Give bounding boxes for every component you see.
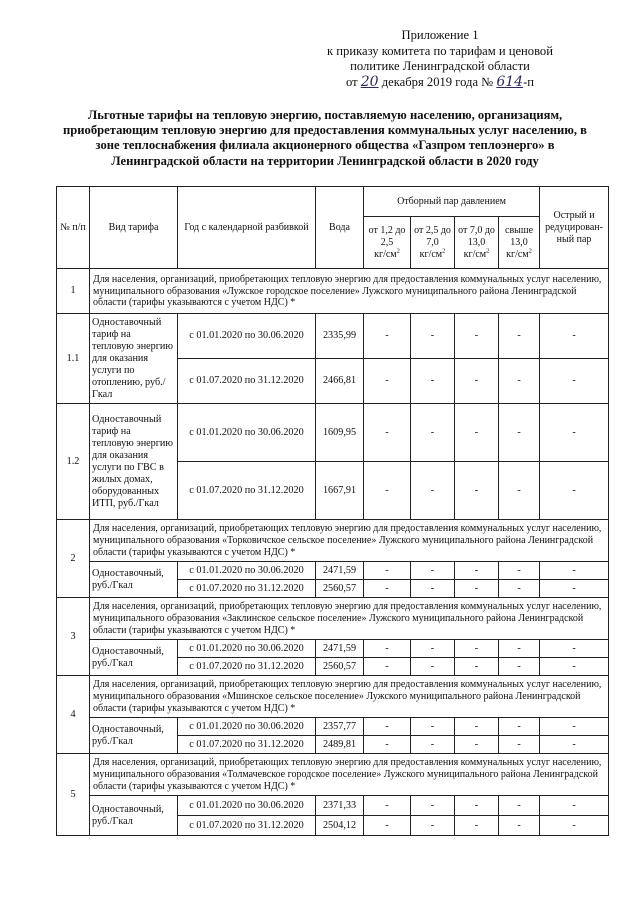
period: с 01.07.2020 по 31.12.2020 <box>178 580 316 598</box>
section-desc: Для населения, организаций, приобретающих тепловую энергию для предоставления коммунальных услуг населению, муниципального образования «Заклинское сельское поселение» Лужского муниципального района Ленинградской области (тарифы указываются с учетом НДС) * <box>90 598 609 640</box>
table-row <box>57 640 609 658</box>
water-value: 1667,91 <box>316 462 364 520</box>
dash-cell: - <box>411 404 455 462</box>
water-value: 2560,57 <box>316 658 364 676</box>
dash-cell: - <box>455 314 499 359</box>
dash-cell: - <box>455 736 499 754</box>
dash-cell: - <box>499 359 540 404</box>
dash-cell: - <box>499 640 540 658</box>
col-p1-header: от 1,2 до 2,5 $кг/см^2$ <box>364 217 411 269</box>
dash-cell: - <box>411 462 455 520</box>
dash-cell: - <box>411 736 455 754</box>
water-value: 2466,81 <box>316 359 364 404</box>
period: с 01.07.2020 по 31.12.2020 <box>178 658 316 676</box>
col-type-header: Вид тарифа <box>90 187 178 269</box>
water-value: 2489,81 <box>316 736 364 754</box>
water-value: 2560,57 <box>316 580 364 598</box>
tariff-type: Одноставочный тариф на тепловую энергию для оказания услуги по ГВС в жилых домах, оборудованных ИТП, руб./Гкал <box>90 404 178 520</box>
table-row <box>57 562 609 580</box>
water-value: 2471,59 <box>316 562 364 580</box>
tariff-type: Одноставочный, руб./Гкал <box>90 796 178 836</box>
section-desc: Для населения, организаций, приобретающих тепловую энергию для предоставления коммунальных услуг населению, муниципального образования «Толмачевское городское поселение» Лужского муниципального района Ленинградской области (тарифы указываются с учетом НДС) * <box>90 754 609 796</box>
dash-cell: - <box>364 816 411 836</box>
dash-cell: - <box>455 640 499 658</box>
dash-cell: - <box>364 718 411 736</box>
dash-cell: - <box>364 736 411 754</box>
appendix-label: Приложение 1 <box>401 28 479 42</box>
col-water-header: Вода <box>316 187 364 269</box>
document-title: Льготные тарифы на тепловую энергию, поставляемую населению, организациям, приобретающим тепловую энергию для предоставления коммунальных услуг населению, в зоне теплоснабжения филиала акционерного общества «Газпром теплоэнерго» в Ленинградской области на территории Ленинградской области в 2020 году <box>63 108 587 168</box>
dash-cell: - <box>540 314 609 359</box>
order-suffix: -п <box>523 74 535 89</box>
steam-group-header: Отборный пар давлением <box>364 187 540 217</box>
dash-cell: - <box>455 562 499 580</box>
dash-cell: - <box>411 580 455 598</box>
dash-cell: - <box>411 796 455 816</box>
dash-cell: - <box>455 658 499 676</box>
dash-cell: - <box>455 816 499 836</box>
dash-cell: - <box>364 658 411 676</box>
water-value: 2371,33 <box>316 796 364 816</box>
section-row <box>57 754 609 796</box>
tariff-type: Одноставочный, руб./Гкал <box>90 562 178 598</box>
section-row <box>57 676 609 718</box>
section-num: 5 <box>57 754 90 836</box>
dash-cell: - <box>540 736 609 754</box>
table-row <box>57 404 609 462</box>
dash-cell: - <box>411 640 455 658</box>
dash-cell: - <box>540 562 609 580</box>
period: с 01.01.2020 по 30.06.2020 <box>178 718 316 736</box>
col-num-header: № п/п <box>57 187 90 269</box>
water-value: 2357,77 <box>316 718 364 736</box>
dash-cell: - <box>540 404 609 462</box>
section-num: 4 <box>57 676 90 754</box>
period: с 01.01.2020 по 30.06.2020 <box>178 796 316 816</box>
dash-cell: - <box>364 640 411 658</box>
order-date-line <box>300 75 580 91</box>
section-num: 1 <box>57 269 90 314</box>
dash-cell: - <box>540 718 609 736</box>
section-desc: Для населения, организаций, приобретающих тепловую энергию для предоставления коммунальных услуг населению, муниципального образования «Мшинское сельское поселение» Лужского муниципального района Ленинградской области (тарифы указываются с учетом НДС) * <box>90 676 609 718</box>
dash-cell: - <box>540 462 609 520</box>
dash-cell: - <box>540 640 609 658</box>
section-num: 3 <box>57 598 90 676</box>
table-row <box>57 718 609 736</box>
dash-cell: - <box>499 462 540 520</box>
appendix-header <box>300 28 580 90</box>
period: с 01.07.2020 по 31.12.2020 <box>178 816 316 836</box>
dash-cell: - <box>540 658 609 676</box>
dash-cell: - <box>499 816 540 836</box>
dash-cell: - <box>540 816 609 836</box>
dash-cell: - <box>411 816 455 836</box>
tariff-type: Одноставочный, руб./Гкал <box>90 640 178 676</box>
row-num: 1.1 <box>57 314 90 404</box>
table-row <box>57 314 609 359</box>
period: с 01.01.2020 по 30.06.2020 <box>178 640 316 658</box>
dash-cell: - <box>364 314 411 359</box>
dash-cell: - <box>364 404 411 462</box>
dash-cell: - <box>499 718 540 736</box>
water-value: 2471,59 <box>316 640 364 658</box>
table-row <box>57 796 609 816</box>
period: с 01.01.2020 по 30.06.2020 <box>178 562 316 580</box>
col-p2-header: от 2,5 до 7,0 $кг/см^2$ <box>411 217 455 269</box>
tariff-table <box>56 186 609 836</box>
dash-cell: - <box>499 796 540 816</box>
dash-cell: - <box>364 580 411 598</box>
date-prefix: от <box>345 74 358 89</box>
dash-cell: - <box>455 796 499 816</box>
water-value: 2504,12 <box>316 816 364 836</box>
dash-cell: - <box>540 359 609 404</box>
date-rest: декабря 2019 года № <box>381 74 494 89</box>
period: с 01.07.2020 по 31.12.2020 <box>178 736 316 754</box>
committee-name: политике Ленинградской области <box>350 59 530 73</box>
section-row <box>57 598 609 640</box>
dash-cell: - <box>499 562 540 580</box>
period: с 01.07.2020 по 31.12.2020 <box>178 462 316 520</box>
dash-cell: - <box>455 359 499 404</box>
dash-cell: - <box>499 314 540 359</box>
dash-cell: - <box>411 562 455 580</box>
order-number: 614 <box>496 73 524 90</box>
dash-cell: - <box>455 718 499 736</box>
dash-cell: - <box>540 796 609 816</box>
water-value: 2335,99 <box>316 314 364 359</box>
dash-cell: - <box>364 796 411 816</box>
period: с 01.01.2020 по 30.06.2020 <box>178 314 316 359</box>
period: с 01.01.2020 по 30.06.2020 <box>178 404 316 462</box>
dash-cell: - <box>455 580 499 598</box>
tariff-type: Одноставочный тариф на тепловую энергию для оказания услуги по отоплению, руб./Гкал <box>90 314 178 404</box>
row-num: 1.2 <box>57 404 90 520</box>
section-desc: Для населения, организаций, приобретающих тепловую энергию для предоставления коммунальных услуг населению, муниципального образования «Торковичское сельское поселение» Лужского муниципального района Ленинградской области (тарифы указываются с учетом НДС) * <box>90 520 609 562</box>
col-p3-header: от 7,0 до 13,0 $кг/см^2$ <box>455 217 499 269</box>
dash-cell: - <box>499 580 540 598</box>
col-p4-header: свыше 13,0 $кг/см^2$ <box>499 217 540 269</box>
dash-cell: - <box>455 462 499 520</box>
section-desc: Для населения, организаций, приобретающих тепловую энергию для предоставления коммунальных услуг населению, муниципального образования «Лужское городское поселение» Лужского муниципального района Ленинградской области (тарифы указываются с учетом НДС) * <box>90 269 609 314</box>
dash-cell: - <box>411 359 455 404</box>
dash-cell: - <box>364 359 411 404</box>
dash-cell: - <box>455 404 499 462</box>
dash-cell: - <box>499 404 540 462</box>
col-year-header: Год с календарной разбивкой <box>178 187 316 269</box>
dash-cell: - <box>364 562 411 580</box>
col-sharp-steam-header: Острый и редуцирован-ный пар <box>540 187 609 269</box>
section-num: 2 <box>57 520 90 598</box>
dash-cell: - <box>411 718 455 736</box>
dash-cell: - <box>540 580 609 598</box>
period: с 01.07.2020 по 31.12.2020 <box>178 359 316 404</box>
dash-cell: - <box>499 736 540 754</box>
dash-cell: - <box>364 462 411 520</box>
dash-cell: - <box>499 658 540 676</box>
date-day: 20 <box>360 73 379 90</box>
section-row <box>57 269 609 314</box>
dash-cell: - <box>411 658 455 676</box>
order-reference: к приказу комитета по тарифам и ценовой <box>327 43 553 58</box>
section-row <box>57 520 609 562</box>
water-value: 1609,95 <box>316 404 364 462</box>
tariff-type: Одноставочный, руб./Гкал <box>90 718 178 754</box>
dash-cell: - <box>411 314 455 359</box>
